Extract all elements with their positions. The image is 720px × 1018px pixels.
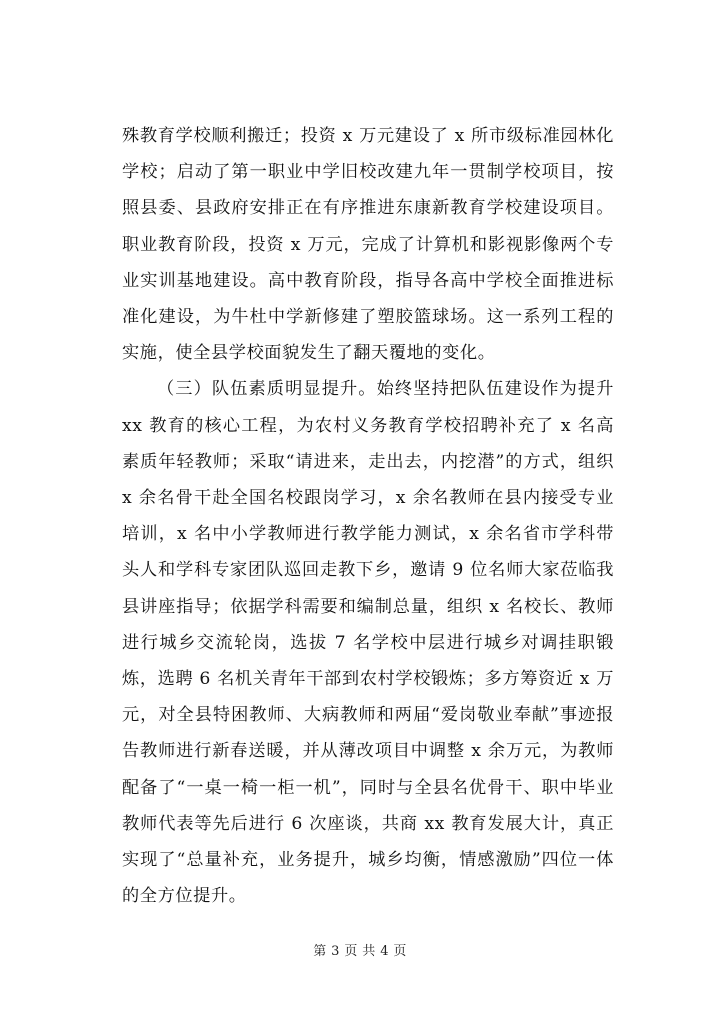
page-number-footer: 第 3 页 共 4 页 [313,944,407,959]
paragraph-school-construction: 殊教育学校顺利搬迁；投资 x 万元建设了 x 所市级标准园林化学校；启动了第一职业中学旧校改建九年一贯制学校项目，按照县委、县政府安排正在有序推进东康新教育学校建设项目。职业教育阶段，投资 x 万元，完成了计算机和影视影像两个专业实训基地建设。高中教育阶段，指导各高中学校全面推进标准化建设，为牛杜中学新修建了塑胶篮球场。这一系列工程的实施，使全县学校面貌发生了翻天覆地的变化。 [122,126,614,364]
document-body [122,118,614,914]
paragraph-teacher-quality: （三）队伍素质明显提升。始终坚持把队伍建设作为提升 xx 教育的核心工程，为农村义务教育学校招聘补充了 x 名高素质年轻教师；采取“请进来，走出去，内挖潜”的方式，组织 x 余名骨干赴全国名校跟岗学习，x 余名教师在县内接受专业培训，x 名中小学教师进行教学能力测试，x 余名省市学科带头人和学科专家团队巡回走教下乡，邀请 9 位名师大家莅临我县讲座指导；依据学科需要和编制总量，组织 x 名校长、教师进行城乡交流轮岗，选拔 7 名学校中层进行城乡对调挂职锻炼，选聘 6 名机关青年干部到农村学校锻炼；多方筹资近 x 万元，对全县特困教师、大病教师和两届“爱岗敬业奉献”事迹报告教师进行新春送暖，并从薄改项目中调整 x 余万元，为教师配备了“一桌一椅一柜一机”，同时与全县名优骨干、职中毕业教师代表等先后进行 6 次座谈，共商 xx 教育发展大计，真正实现了“总量补充，业务提升，城乡均衡，情感激励”四位一体的全方位提升。 [122,379,614,907]
